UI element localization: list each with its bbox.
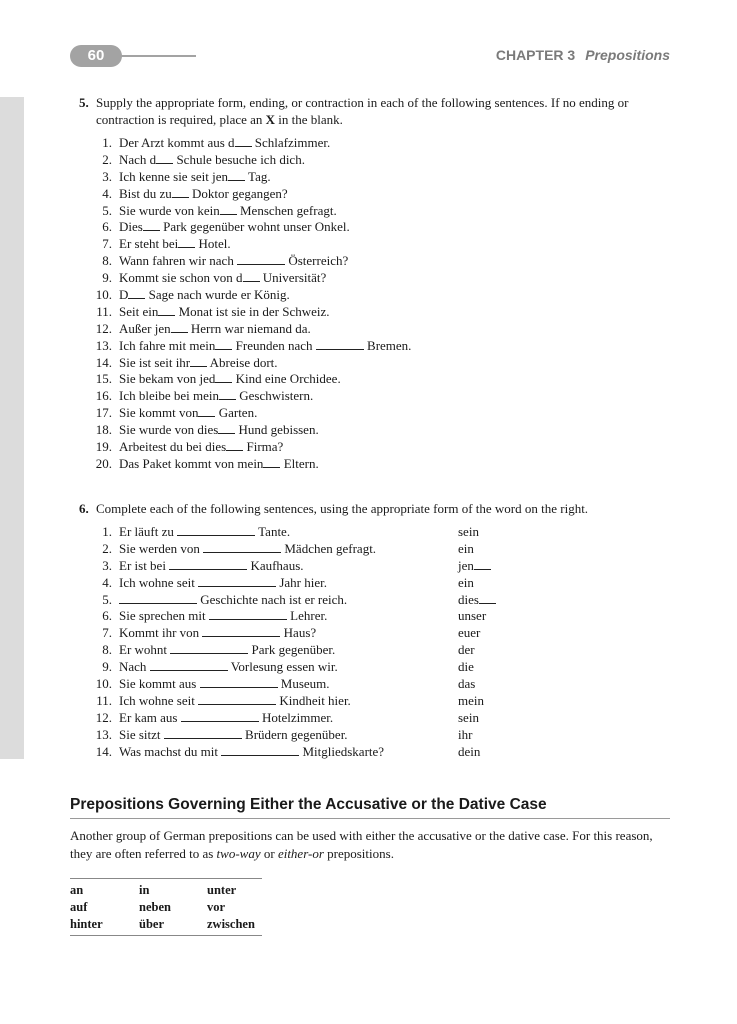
item-number: 4. [102, 185, 112, 201]
item-sentence [119, 676, 330, 693]
answer-blank[interactable] [215, 371, 232, 383]
preposition-cell: hinter [70, 917, 103, 931]
sentence-text: Nach [119, 659, 150, 675]
base-word-text: dies [458, 591, 479, 607]
base-word [458, 541, 474, 558]
sentence-text: Bremen. [363, 337, 412, 353]
item-sentence [119, 388, 313, 405]
sentence-text: Ich wohne seit [119, 574, 199, 590]
answer-blank[interactable] [190, 355, 207, 367]
item-sentence [119, 608, 327, 625]
sentence-text: Er wohnt [119, 642, 171, 658]
exercise-item [90, 524, 690, 541]
sentence-text: Lehrer. [286, 608, 328, 624]
item-number: 10. [95, 287, 112, 303]
item-number: 4. [102, 574, 112, 590]
exercise-item [90, 456, 690, 473]
exercise-item [90, 304, 690, 321]
item-sentence [119, 152, 305, 169]
answer-blank[interactable] [119, 592, 197, 604]
item-number: 17. [95, 405, 112, 421]
exercise-item [90, 287, 690, 304]
exercise-5-instruction-tail: in the blank. [275, 112, 343, 127]
word-ending-blank[interactable] [479, 592, 496, 604]
sentence-text: Tante. [255, 524, 291, 539]
answer-blank[interactable] [198, 693, 276, 705]
base-word [458, 608, 486, 625]
exercise-item [90, 727, 690, 744]
answer-blank[interactable] [200, 676, 278, 688]
answer-blank[interactable] [169, 558, 247, 570]
base-word-text: der [458, 642, 475, 658]
item-number: 13. [95, 337, 112, 353]
exercise-item [90, 625, 690, 642]
sentence-text: Sie kommt aus [119, 676, 200, 692]
item-number: 16. [95, 388, 112, 404]
sentence-text: Was machst du mit [119, 743, 222, 759]
item-sentence [119, 642, 335, 659]
intro-emphasis-two-way: two-way [216, 846, 261, 861]
sentence-text: Sie werden von [119, 540, 204, 556]
sentence-text: Abreise dort. [207, 354, 278, 370]
sentence-text: Kaufhaus. [247, 557, 304, 573]
sentence-text: Mitgliedskarte? [299, 743, 385, 759]
sentence-text: Herrn war niemand da. [187, 320, 311, 336]
item-number: 3. [102, 557, 112, 573]
exercise-item [90, 388, 690, 405]
sentence-text: Hotelzimmer. [258, 709, 334, 725]
sentence-text: Kommt ihr von [119, 625, 203, 641]
exercise-5-number: 5. [79, 95, 89, 110]
sentence-text: Geschwistern. [236, 388, 314, 404]
intro-text-2: or [260, 846, 278, 861]
item-sentence [119, 169, 271, 186]
item-sentence [119, 659, 338, 676]
base-word [458, 727, 472, 744]
preposition-cell: zwischen [207, 917, 255, 931]
word-ending-blank[interactable] [474, 558, 491, 570]
exercise-item [90, 608, 690, 625]
sentence-text: Sie kommt von [119, 405, 199, 421]
sentence-text: Eltern. [280, 455, 319, 471]
sentence-text: Museum. [277, 676, 330, 692]
exercise-item [90, 592, 690, 609]
section-heading-rule [70, 818, 670, 819]
answer-blank[interactable] [164, 727, 242, 739]
base-word [458, 693, 484, 710]
preposition-row [70, 882, 262, 899]
base-word-text: die [458, 659, 474, 675]
exercise-item [90, 642, 690, 659]
answer-blank[interactable] [181, 710, 259, 722]
base-word-text: das [458, 676, 476, 692]
exercise-5-instruction-text: Supply the appropriate form, ending, or contraction in each of the following sentences. If no ending or contraction is required, place an [96, 95, 629, 127]
item-number: 12. [95, 709, 112, 725]
base-word [458, 592, 496, 609]
sentence-text: Vorlesung essen wir. [227, 659, 338, 675]
preposition-cell: in [139, 883, 150, 897]
sentence-text: Der Arzt kommt aus d [119, 135, 235, 150]
answer-blank[interactable] [228, 169, 245, 181]
sentence-text: Universität? [259, 270, 327, 286]
answer-blank[interactable] [156, 152, 173, 164]
item-number: 15. [95, 371, 112, 387]
sentence-text: Kindheit hier. [276, 692, 351, 708]
item-number: 5. [102, 591, 112, 607]
sentence-text: Sie wurde von kein [119, 202, 220, 218]
sentence-text: Ich wohne seit [119, 692, 199, 708]
item-number: 7. [102, 236, 112, 252]
base-word [458, 676, 475, 693]
item-sentence [119, 321, 311, 338]
answer-blank[interactable] [263, 456, 280, 468]
sentence-text: Ich fahre mit mein [119, 337, 216, 353]
exercise-item [90, 676, 690, 693]
exercise-6-instruction-text: Complete each of the following sentences, using the appropriate form of the word on the right. [96, 501, 589, 516]
answer-blank[interactable] [220, 203, 237, 215]
answer-blank[interactable] [243, 270, 260, 282]
intro-text-1: Another group of German prepositions can be used with either the accusative or the dative case. For this reason, they are often referred to as [70, 828, 653, 861]
item-sentence [119, 439, 283, 456]
exercise-6-list [90, 524, 690, 760]
sentence-text: Ich kenne sie seit jen [119, 168, 229, 184]
section-intro-paragraph [70, 827, 670, 863]
answer-blank[interactable] [316, 338, 364, 350]
item-sentence [119, 558, 304, 575]
exercise-item [90, 236, 690, 253]
base-word-text: ein [458, 574, 474, 590]
sentence-text: Seit ein [119, 303, 159, 319]
exercise-item [90, 439, 690, 456]
sentence-text: Er läuft zu [119, 524, 178, 539]
x-mark: X [265, 112, 276, 127]
sentence-text: Sie ist seit ihr [119, 354, 191, 370]
sentence-text: Sie sprechen mit [119, 608, 209, 624]
item-sentence [119, 456, 319, 473]
item-sentence [119, 371, 341, 388]
answer-blank[interactable] [203, 541, 281, 553]
exercise-item [90, 659, 690, 676]
sentence-text: Park gegenüber. [248, 642, 336, 658]
exercise-item [90, 338, 690, 355]
base-word [458, 524, 479, 541]
item-sentence [119, 524, 290, 541]
chapter-header [496, 47, 670, 63]
exercise-item [90, 710, 690, 727]
answer-blank[interactable] [218, 422, 235, 434]
answer-blank[interactable] [209, 608, 287, 620]
sentence-text: Arbeitest du bei dies [119, 439, 227, 455]
exercise-item [90, 203, 690, 220]
sentence-text: Firma? [243, 439, 284, 455]
sentence-text: Das Paket kommt von mein [119, 455, 264, 471]
exercise-item [90, 405, 690, 422]
chapter-title: Prepositions [585, 47, 670, 63]
base-word [458, 625, 480, 642]
sentence-text: Sie sitzt [119, 726, 164, 742]
answer-blank[interactable] [202, 625, 280, 637]
sentence-text: Doktor gegangen? [188, 185, 288, 201]
item-number: 19. [95, 439, 112, 455]
item-sentence [119, 253, 348, 270]
base-word-text: ihr [458, 726, 473, 742]
section-heading: Prepositions Governing Either the Accusative or the Dative Case [70, 796, 547, 813]
item-sentence [119, 236, 231, 253]
answer-blank[interactable] [172, 186, 189, 198]
page-number-badge: 60 [70, 45, 122, 67]
answer-blank[interactable] [178, 236, 195, 248]
base-word-text: mein [458, 692, 484, 708]
answer-blank[interactable] [235, 135, 252, 147]
answer-blank[interactable] [221, 744, 299, 756]
item-number: 8. [102, 642, 112, 658]
item-sentence [119, 203, 337, 220]
item-number: 11. [96, 692, 112, 708]
sentence-text: Monat ist sie in der Schweiz. [175, 303, 330, 319]
exercise-item [90, 422, 690, 439]
exercise-item [90, 371, 690, 388]
sentence-text: Nach d [119, 151, 157, 167]
sentence-text: Ich bleibe bei mein [119, 388, 219, 404]
header-rule [120, 55, 196, 57]
sentence-text: Sie wurde von dies [119, 422, 219, 438]
base-word [458, 575, 474, 592]
sentence-text: Hotel. [195, 236, 231, 252]
item-number: 2. [102, 151, 112, 167]
exercise-item [90, 744, 690, 761]
item-sentence [119, 304, 330, 321]
preposition-cell: vor [207, 900, 226, 914]
item-number: 12. [95, 320, 112, 336]
item-sentence [119, 592, 347, 609]
base-word [458, 710, 479, 727]
exercise-6-number: 6. [79, 501, 89, 516]
item-number: 2. [102, 540, 112, 556]
sentence-text: Bist du zu [119, 185, 172, 201]
sentence-text: Kind eine Orchidee. [232, 371, 341, 387]
base-word-text: sein [458, 709, 479, 725]
answer-blank[interactable] [171, 321, 188, 333]
sentence-text: Schule besuche ich dich. [173, 151, 305, 167]
sentence-text: Sie bekam von jed [119, 371, 216, 387]
answer-blank[interactable] [237, 253, 285, 265]
item-number: 14. [95, 743, 112, 759]
sentence-text: Garten. [215, 405, 258, 421]
answer-blank[interactable] [215, 338, 232, 350]
item-number: 9. [102, 659, 112, 675]
chapter-label: CHAPTER 3 [495, 47, 576, 63]
sentence-text: Wann fahren wir nach [119, 253, 238, 269]
exercise-item [90, 693, 690, 710]
sentence-text: Park gegenüber wohnt unser Onkel. [159, 219, 350, 235]
sentence-text: Hund gebissen. [235, 422, 319, 438]
sentence-text: Tag. [245, 168, 271, 184]
item-sentence [119, 219, 350, 236]
sentence-text: D [119, 287, 129, 303]
intro-text-3: prepositions. [323, 846, 394, 861]
item-number: 13. [95, 726, 112, 742]
item-sentence [119, 710, 333, 727]
base-word [458, 642, 475, 659]
base-word [458, 558, 491, 575]
item-sentence [119, 405, 257, 422]
sentence-text: Dies [119, 219, 143, 235]
sentence-text: Jahr hier. [276, 574, 327, 590]
answer-blank[interactable] [158, 304, 175, 316]
item-sentence [119, 270, 326, 287]
preposition-table [70, 878, 262, 936]
preposition-cell: unter [207, 883, 237, 897]
item-number: 1. [102, 524, 112, 539]
answer-blank[interactable] [128, 287, 145, 299]
intro-emphasis-either-or: either-or [277, 846, 324, 861]
base-word-text: ein [458, 540, 474, 556]
item-sentence [119, 744, 384, 761]
sentence-text: Kommt sie schon von d [119, 270, 243, 286]
exercise-6-instructions [79, 500, 674, 517]
margin-side-bar [0, 97, 24, 759]
answer-blank[interactable] [150, 659, 228, 671]
answer-blank[interactable] [219, 388, 236, 400]
exercise-item [90, 253, 690, 270]
sentence-text: Schlafzimmer. [251, 135, 331, 150]
exercise-item [90, 541, 690, 558]
exercise-item [90, 575, 690, 592]
exercise-item [90, 186, 690, 203]
sentence-text: Menschen gefragt. [236, 202, 337, 218]
sentence-text: Österreich? [285, 253, 349, 269]
preposition-cell: an [70, 883, 84, 897]
base-word [458, 659, 474, 676]
exercise-item [90, 135, 690, 152]
item-sentence [119, 338, 411, 355]
exercise-item [90, 355, 690, 372]
sentence-text: Mädchen gefragt. [281, 540, 377, 556]
item-number: 18. [95, 422, 112, 438]
preposition-row [70, 899, 262, 916]
preposition-cell: auf [70, 900, 88, 914]
answer-blank[interactable] [226, 439, 243, 451]
base-word-text: dein [458, 743, 481, 759]
exercise-item [90, 270, 690, 287]
item-number: 5. [102, 202, 112, 218]
sentence-text: Er steht bei [119, 236, 179, 252]
item-sentence [119, 693, 351, 710]
item-sentence [119, 186, 288, 203]
item-number: 11. [96, 303, 112, 319]
sentence-text: Außer jen [119, 320, 171, 336]
base-word [458, 744, 480, 761]
sentence-text: Brüdern gegenüber. [241, 726, 348, 742]
item-number: 10. [95, 676, 112, 692]
answer-blank[interactable] [198, 575, 276, 587]
base-word-text: euer [458, 625, 481, 641]
item-sentence [119, 287, 290, 304]
item-number: 3. [102, 168, 112, 184]
preposition-cell: über [139, 917, 164, 931]
sentence-text: Haus? [280, 625, 317, 641]
item-sentence [119, 422, 319, 439]
item-number: 1. [102, 135, 112, 150]
preposition-cell: neben [139, 900, 171, 914]
item-number: 8. [102, 253, 112, 269]
item-sentence [119, 355, 278, 372]
item-number: 14. [95, 354, 112, 370]
item-number: 9. [102, 270, 112, 286]
answer-blank[interactable] [143, 219, 160, 231]
item-sentence [119, 135, 330, 152]
base-word-text: sein [458, 524, 479, 539]
item-sentence [119, 575, 327, 592]
exercise-item [90, 321, 690, 338]
item-sentence [119, 727, 348, 744]
exercise-item [90, 152, 690, 169]
exercise-5-list [90, 135, 690, 473]
item-number: 6. [102, 608, 112, 624]
sentence-text: Er ist bei [119, 557, 170, 573]
sentence-text: Sage nach wurde er König. [145, 287, 290, 303]
base-word-text: unser [458, 608, 487, 624]
exercise-item [90, 169, 690, 186]
sentence-text: Geschichte nach ist er reich. [197, 591, 348, 607]
item-number: 20. [95, 455, 112, 471]
exercise-item [90, 558, 690, 575]
exercise-item [90, 219, 690, 236]
exercise-5-instructions [79, 94, 674, 128]
base-word-text: jen [458, 557, 474, 573]
preposition-row [70, 916, 262, 933]
sentence-text: Freunden nach [232, 337, 316, 353]
answer-blank[interactable] [170, 642, 248, 654]
item-number: 7. [102, 625, 112, 641]
item-sentence [119, 541, 376, 558]
sentence-text: Er kam aus [119, 709, 181, 725]
item-number: 6. [102, 219, 112, 235]
item-sentence [119, 625, 316, 642]
answer-blank[interactable] [198, 405, 215, 417]
answer-blank[interactable] [177, 524, 255, 536]
